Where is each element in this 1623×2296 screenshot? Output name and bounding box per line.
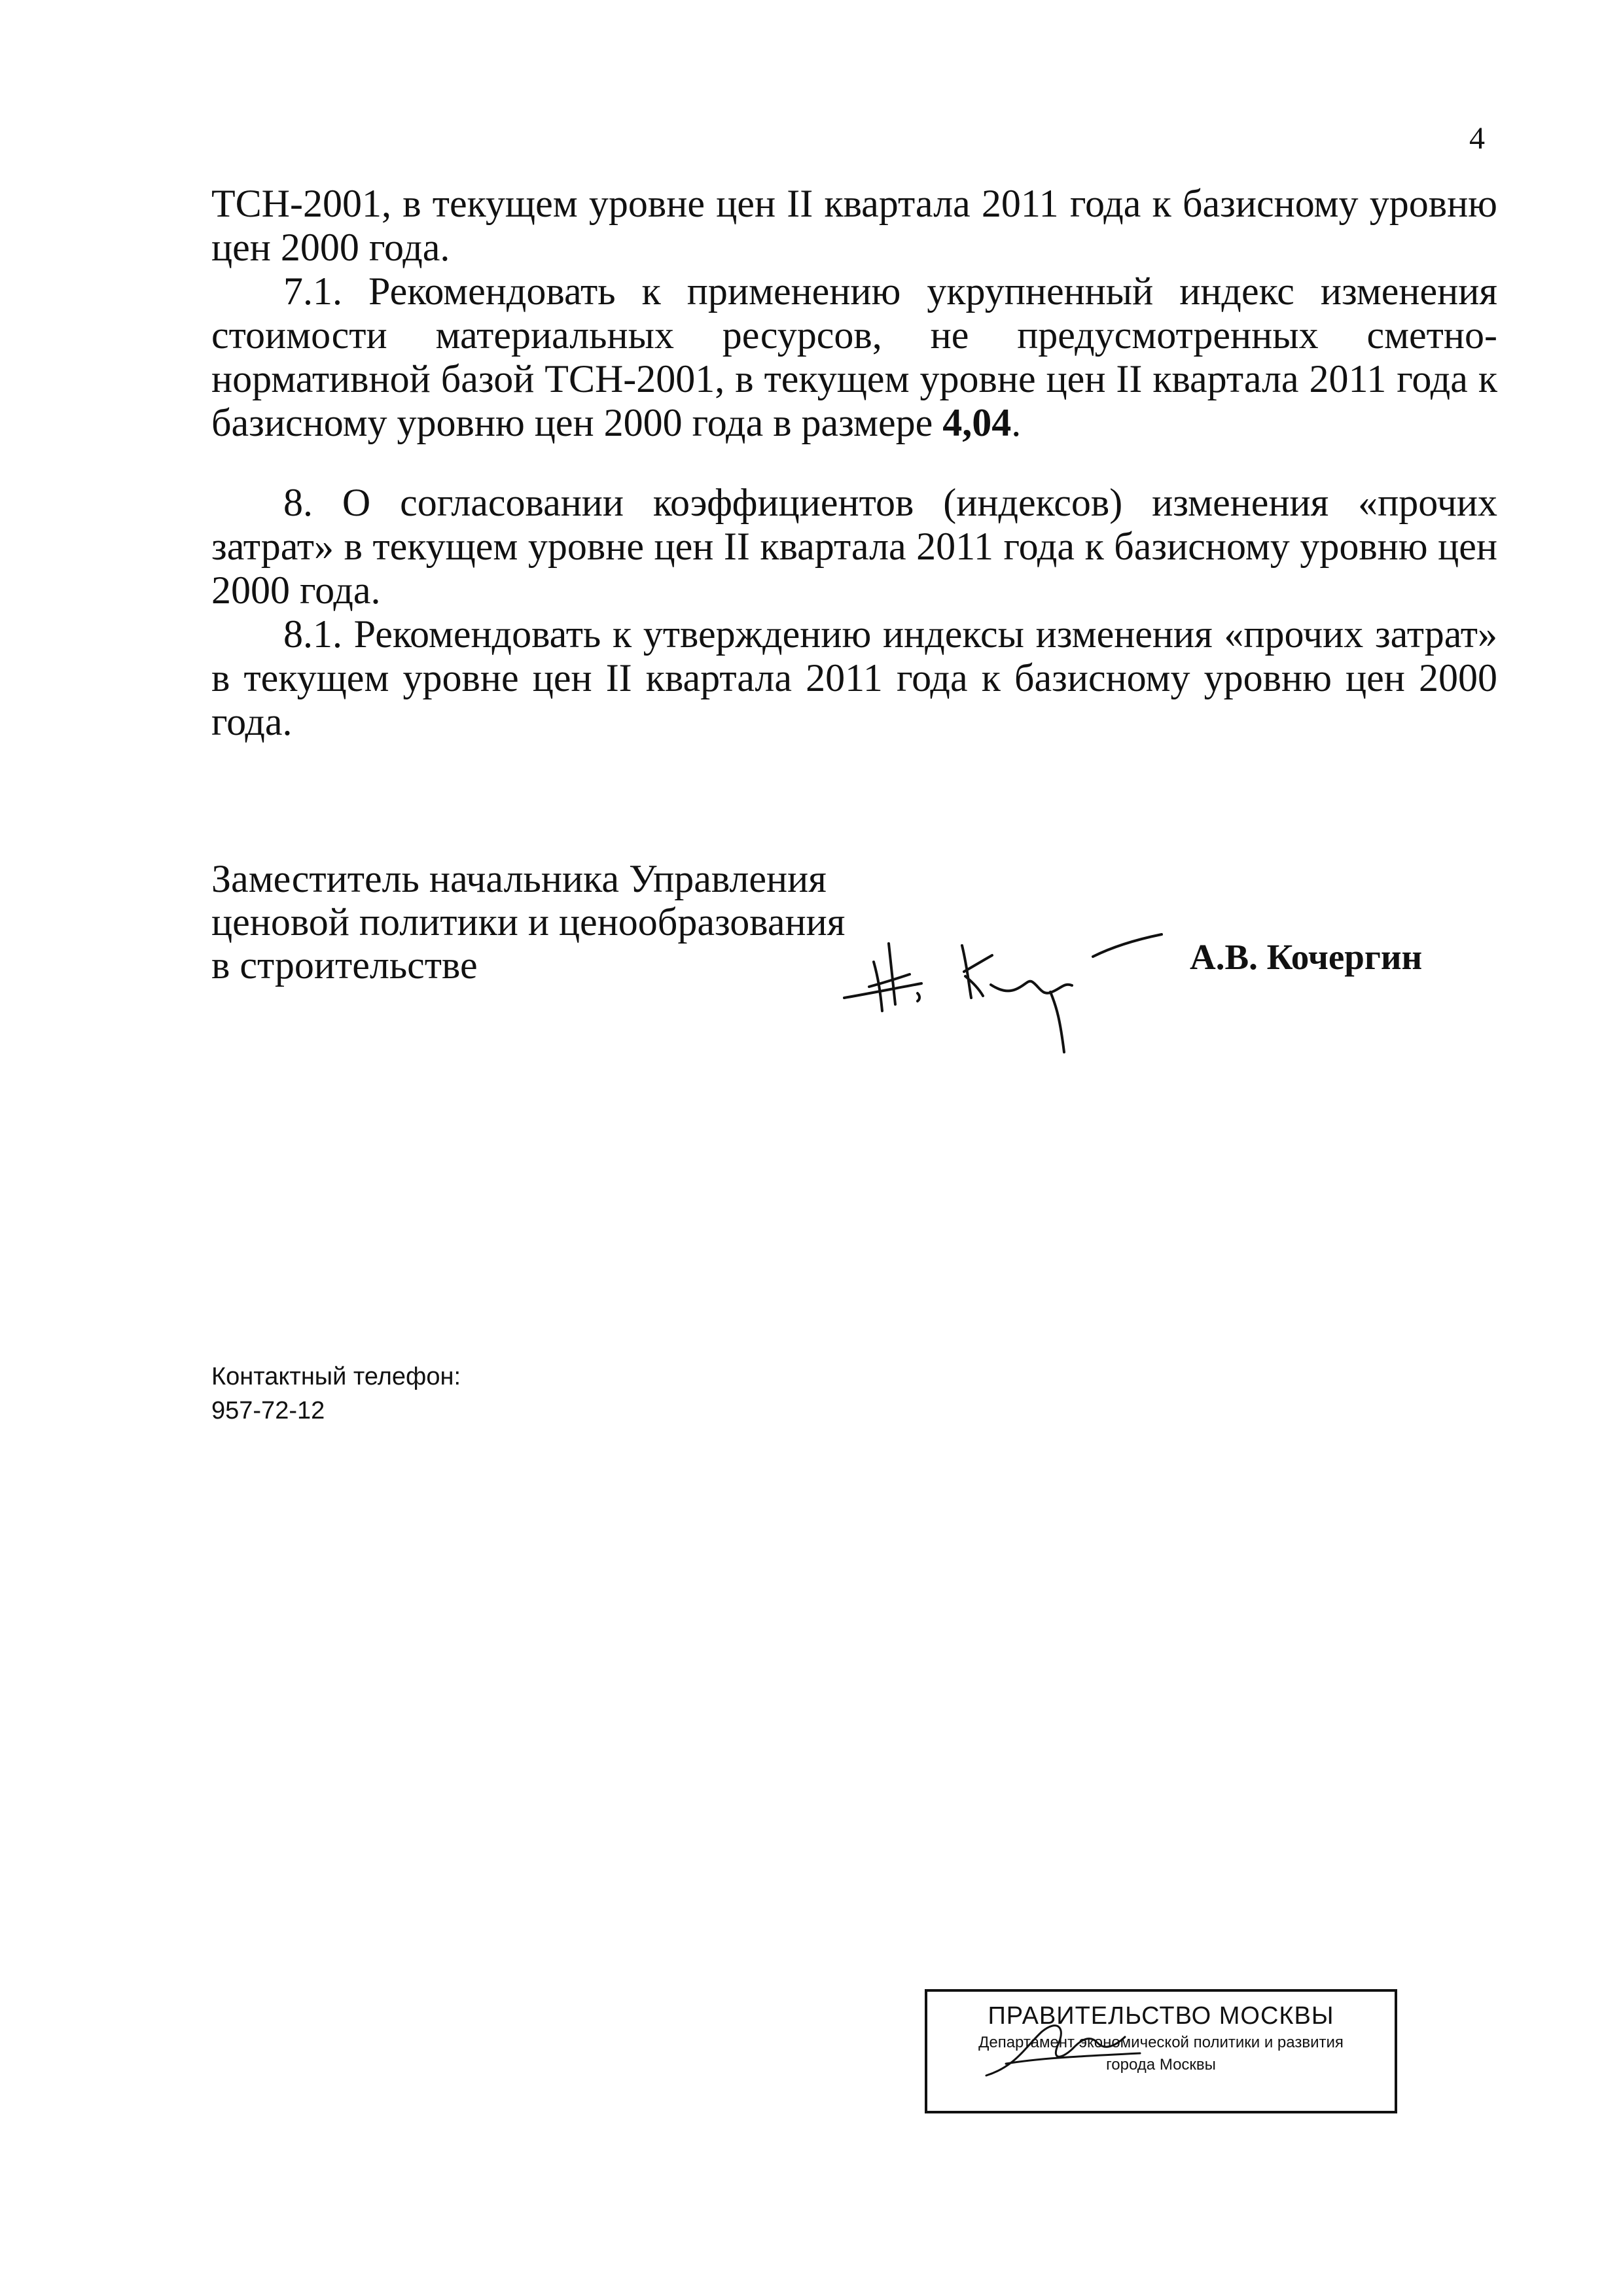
contact-label: Контактный телефон: bbox=[211, 1363, 461, 1390]
paragraph-8-1: 8.1. Рекомендовать к утверждению индексы изменения «прочих затрат» в текущем уровне цен II квартала 2011 года к базисному уровню цен 2000 года. bbox=[211, 612, 1497, 743]
contact-info bbox=[211, 1360, 461, 1428]
signatory-title-line-2: ценовой политики и ценообразования bbox=[211, 900, 846, 944]
paragraph-7-1-value: 4,04 bbox=[942, 401, 1012, 444]
signatory-title-line-1: Заместитель начальника Управления bbox=[211, 857, 827, 900]
signatory-name: А.В. Кочергин bbox=[1190, 937, 1423, 977]
stamp-text bbox=[933, 2001, 1389, 2104]
stamp-subtitle-line-2: города Москвы bbox=[1106, 2056, 1216, 2074]
paragraph-7-1-text: 7.1. Рекомендовать к применению укрупненный индекс изменения стоимости материальных ресурсов, не предусмотренных сметно-нормативной базой ТСН-2001, в текущем уровне цен II квартала 2011 года к базисному уровню цен 2000 года в размере bbox=[211, 270, 1497, 444]
contact-phone: 957-72-12 bbox=[211, 1397, 325, 1424]
stamp-subtitle-line-1: Департамент экономической политики и развития bbox=[978, 2034, 1344, 2051]
handwritten-signature bbox=[831, 910, 1171, 1093]
paragraph-8: 8. О согласовании коэффициентов (индексов) изменения «прочих затрат» в текущем уровне цен II квартала 2011 года к базисному уровню цен 2000 года. bbox=[211, 481, 1497, 612]
page-number: 4 bbox=[1469, 121, 1485, 156]
official-stamp bbox=[925, 1989, 1397, 2113]
top-text-block bbox=[211, 182, 1497, 445]
signatory-title-line-3: в строительстве bbox=[211, 944, 478, 987]
middle-text-block bbox=[211, 481, 1497, 744]
signatory-title bbox=[211, 857, 885, 987]
paragraph-continuation: ТСН-2001, в текущем уровне цен II квартала 2011 года к базисному уровню цен 2000 года. bbox=[211, 182, 1497, 269]
stamp-title: ПРАВИТЕЛЬСТВО МОСКВЫ bbox=[988, 2002, 1334, 2030]
paragraph-7-1-ending: . bbox=[1011, 401, 1022, 444]
paragraph-7-1 bbox=[211, 270, 1497, 445]
